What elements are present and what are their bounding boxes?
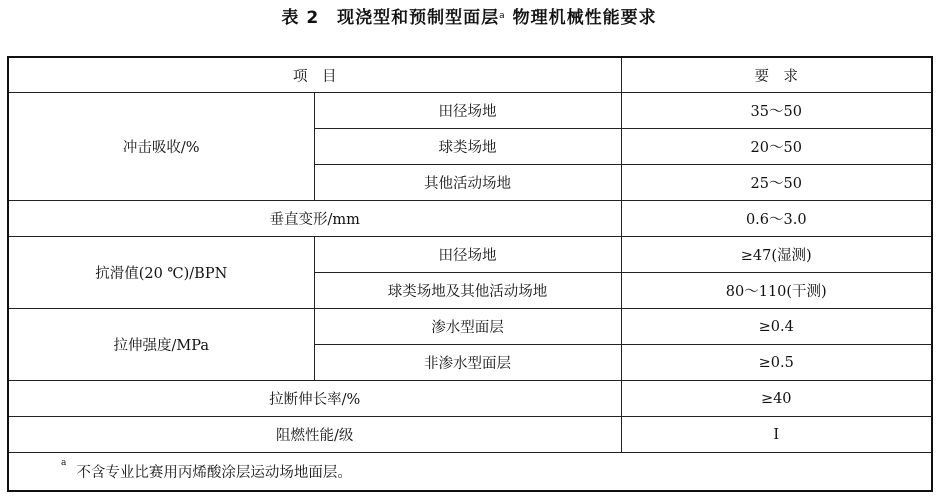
sub-item-label: 田径场地 [314,93,621,129]
title-footnote-mark: a [499,11,506,21]
requirement-value: 20～50 [621,129,932,165]
footnote-text: 不含专业比赛用丙烯酸涂层运动场地面层。 [76,465,352,481]
table-row [8,309,932,345]
tensile-strength-label: 拉伸强度/MPa [8,309,314,381]
requirement-value: 80～110(干测) [621,273,932,309]
sub-item-label: 其他活动场地 [314,165,621,201]
flame-retardancy-label: 阻燃性能/级 [8,417,621,453]
sub-item-label: 非渗水型面层 [314,345,621,381]
table-row [8,381,932,417]
table-title-suffix: 物理机械性能要求 [512,8,657,28]
requirements-table [7,56,933,492]
table-row [8,201,932,237]
table-title [0,6,938,30]
footnote-mark: a [61,458,67,468]
requirement-value: 0.6～3.0 [621,201,932,237]
table-row [8,237,932,273]
sub-item-label: 田径场地 [314,237,621,273]
slip-resistance-label: 抗滑值(20 ℃)/BPN [8,237,314,309]
footnote-row [8,453,932,492]
requirement-value: I [621,417,932,453]
requirement-value: ≥40 [621,381,932,417]
sub-item-label: 球类场地及其他活动场地 [314,273,621,309]
header-requirement: 要 求 [621,57,932,93]
sub-item-label: 渗水型面层 [314,309,621,345]
table-title-prefix: 表 2 现浇型和预制型面层 [281,8,500,28]
requirement-value: ≥0.4 [621,309,932,345]
requirement-value: ≥47(湿测) [621,237,932,273]
vertical-deformation-label: 垂直变形/mm [8,201,621,237]
requirement-value: 35～50 [621,93,932,129]
requirement-value: 25～50 [621,165,932,201]
sub-item-label: 球类场地 [314,129,621,165]
table-row [8,93,932,129]
table-header-row [8,57,932,93]
requirement-value: ≥0.5 [621,345,932,381]
footnote [8,453,932,492]
header-item: 项 目 [8,57,621,93]
table-row [8,417,932,453]
impact-absorption-label: 冲击吸收/% [8,93,314,201]
elongation-at-break-label: 拉断伸长率/% [8,381,621,417]
